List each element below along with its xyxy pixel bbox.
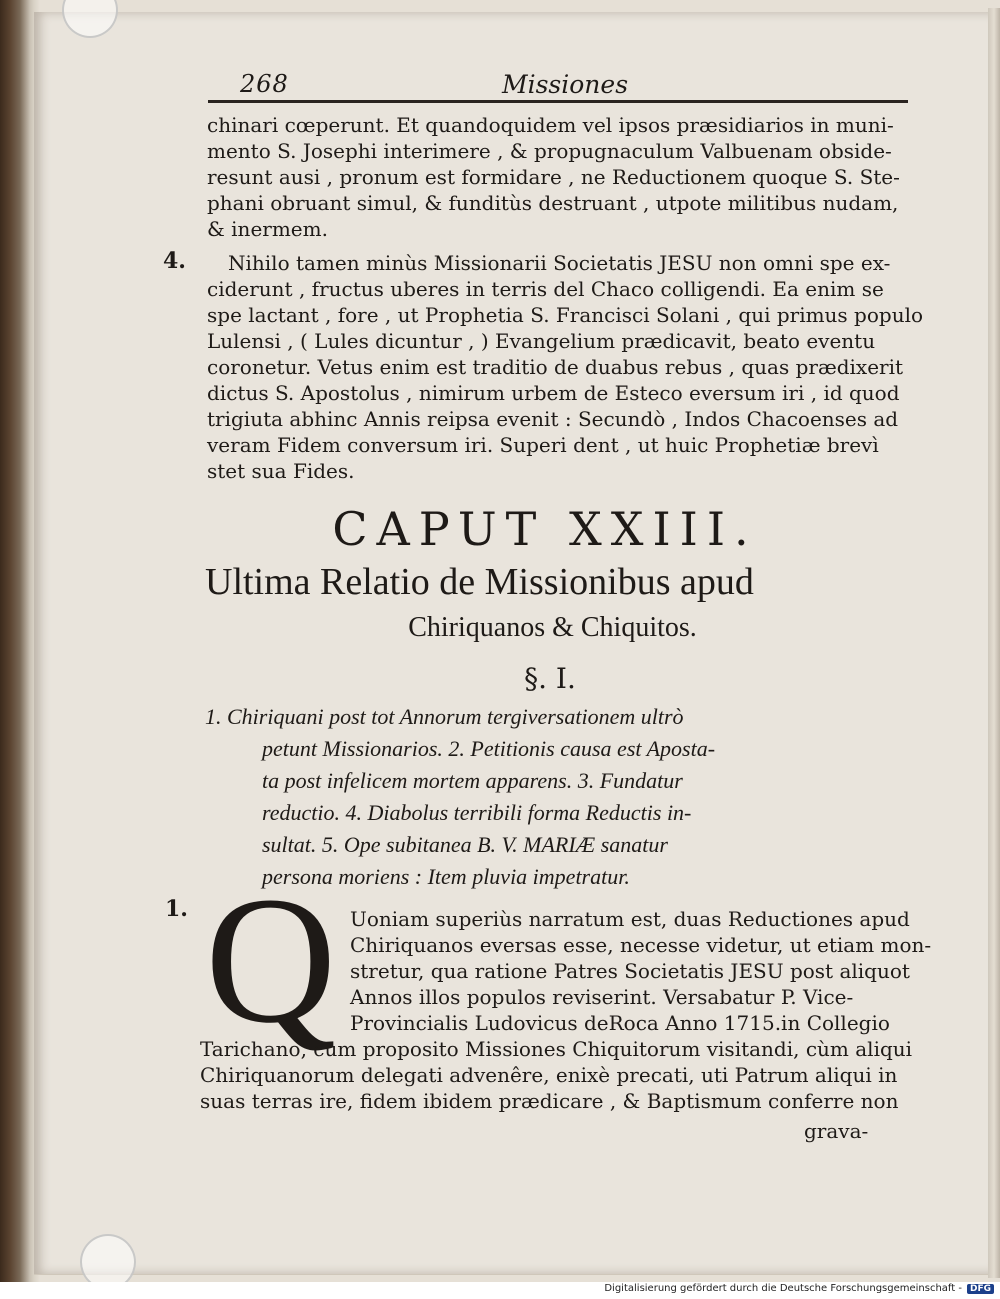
text-line: phani obruant simul, & funditùs destruant , utpote militibus nudam, bbox=[207, 191, 899, 215]
chapter-title-line-2: Chiriquanos & Chiquitos. bbox=[408, 612, 697, 643]
drop-cap: Q bbox=[205, 860, 337, 1061]
argument-line: 1. Chiriquani post tot Annorum tergiversationem ultrò bbox=[205, 704, 684, 729]
chapter-number: CAPUT XXIII. bbox=[332, 502, 758, 556]
argument-line: ta post infelicem mortem apparens. 3. Fundatur bbox=[262, 768, 683, 793]
text-line: coronetur. Vetus enim est traditio de duabus rebus , quas prædixerit bbox=[207, 355, 904, 379]
text-line: chinari cœperunt. Et quandoquidem vel ipsos præsidiarios in muni- bbox=[207, 113, 894, 137]
text-line: Uoniam superiùs narratum est, duas Reductiones apud bbox=[350, 907, 910, 931]
text-line: & inermem. bbox=[207, 217, 328, 241]
text-line: Tarichano, cum proposito Missiones Chiquitorum visitandi, cùm aliqui bbox=[200, 1037, 913, 1061]
argument-line: sultat. 5. Ope subitanea B. V. MARIÆ sanatur bbox=[262, 832, 668, 857]
text-line: ciderunt , fructus uberes in terris del Chaco colligendi. Ea enim se bbox=[207, 277, 884, 301]
text-line: Provincialis Ludovicus deRoca Anno 1715.in Collegio bbox=[350, 1011, 890, 1035]
footer-bar bbox=[0, 1282, 1000, 1299]
paragraph-number: 4. bbox=[163, 248, 186, 274]
text-line: veram Fidem conversum iri. Superi dent , ut huic Prophetiæ brevì bbox=[207, 433, 879, 457]
text-line: Nihilo tamen minùs Missionarii Societatis JESU non omni spe ex- bbox=[228, 251, 891, 275]
text-line: Chiriquanos eversas esse, necesse videtur, ut etiam mon- bbox=[350, 933, 932, 957]
running-head bbox=[200, 70, 900, 100]
text-line: dictus S. Apostolus , nimirum urbem de Esteco eversum iri , id quod bbox=[207, 381, 900, 405]
page-number: 268 bbox=[240, 70, 289, 98]
text-line: Annos illos populos reviserint. Versabatur P. Vice- bbox=[350, 985, 854, 1009]
argument-line: reductio. 4. Diabolus terribili forma Reductis in- bbox=[262, 800, 692, 825]
dfg-logo: DFG bbox=[967, 1284, 994, 1294]
running-title: Missiones bbox=[502, 70, 629, 99]
section-heading: §. I. bbox=[524, 662, 576, 695]
text-line: Lulensi , ( Lules dicuntur , ) Evangelium prædicavit, beato eventu bbox=[207, 329, 876, 353]
text-line: mento S. Josephi interimere , & propugnaculum Valbuenam obside- bbox=[207, 139, 892, 163]
argument-line: petunt Missionarios. 2. Petitionis causa est Aposta- bbox=[262, 736, 716, 761]
text-line: stet sua Fides. bbox=[207, 459, 355, 483]
header-rule bbox=[208, 100, 908, 103]
text-line: trigiuta abhinc Annis reipsa evenit : Secundò , Indos Chacoenses ad bbox=[207, 407, 899, 431]
funding-notice: Digitalisierung gefördert durch die Deutsche Forschungsgemeinschaft - bbox=[604, 1283, 962, 1294]
argument-line: persona moriens : Item pluvia impetratur. bbox=[262, 864, 630, 889]
text-line: Chiriquanorum delegati advenêre, enixè precati, uti Patrum aliqui in bbox=[200, 1063, 898, 1087]
text-line: spe lactant , fore , ut Prophetia S. Francisci Solani , qui primus populo bbox=[207, 303, 924, 327]
text-line: resunt ausi , pronum est formidare , ne Reductionem quoque S. Ste- bbox=[207, 165, 900, 189]
chapter-title-line-1: Ultima Relatio de Missionibus apud bbox=[205, 561, 754, 603]
text-line: suas terras ire, fidem ibidem prædicare , & Baptismum conferre non bbox=[200, 1089, 899, 1113]
text-line: stretur, qua ratione Patres Societatis JESU post aliquot bbox=[350, 959, 910, 983]
paragraph-number: 1. bbox=[165, 896, 188, 922]
catchword: grava- bbox=[804, 1119, 869, 1143]
